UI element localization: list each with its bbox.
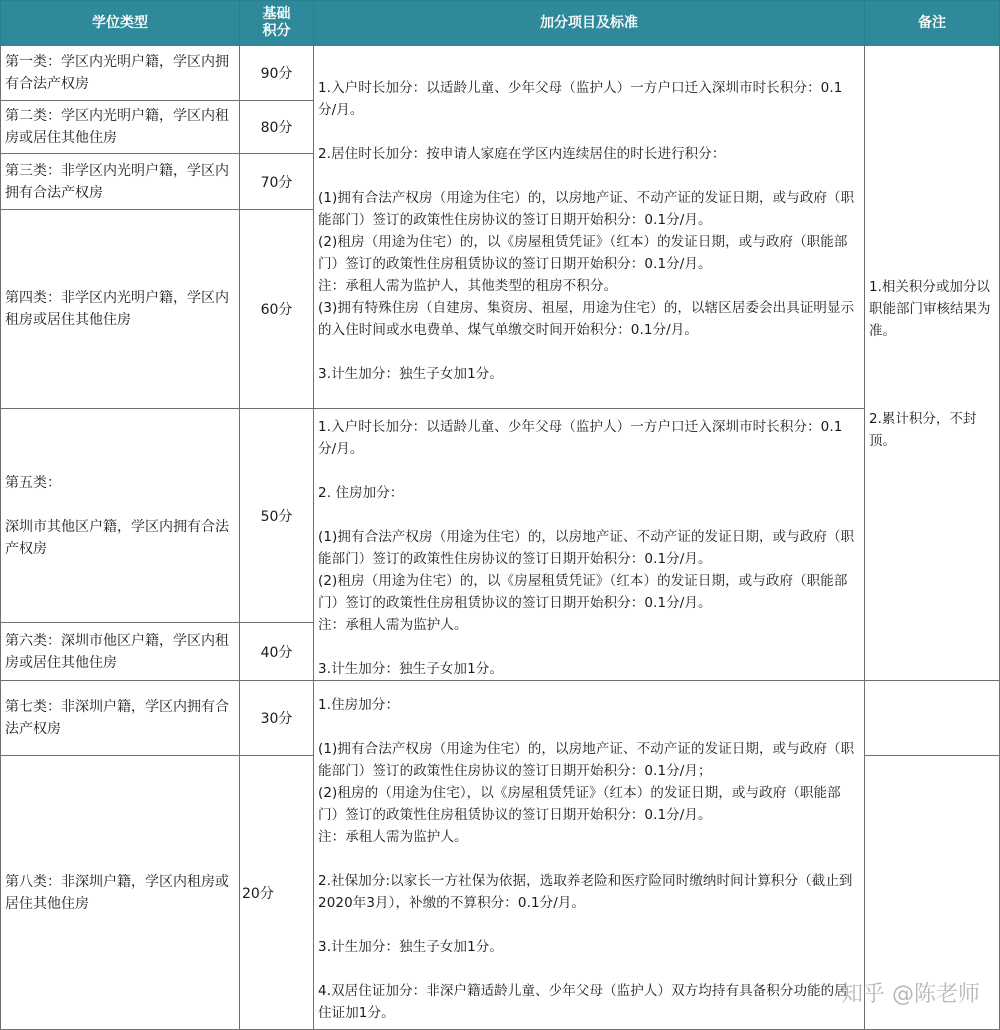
header-score-line2: 积分 — [262, 23, 291, 39]
category-cell-8: 第八类：非深圳户籍，学区内租房或居住其他住房 — [0, 755, 240, 1030]
score-cell-5: 50分 — [239, 408, 314, 623]
header-type: 学位类型 — [0, 0, 240, 46]
score-cell-4: 60分 — [239, 209, 314, 409]
header-note: 备注 — [864, 0, 1000, 46]
bonus-cell-3 — [313, 680, 865, 1030]
score-cell-7: 30分 — [239, 680, 314, 756]
category-cell-1: 第一类：学区内光明户籍，学区内拥有合法产权房 — [0, 45, 240, 101]
bonus-cell-1 — [313, 45, 865, 409]
score-cell-6: 40分 — [239, 622, 314, 681]
header-base-score — [239, 0, 314, 46]
category-cell-3: 第三类：非学区内光明户籍，学区内拥有合法产权房 — [0, 153, 240, 210]
score-cell-1: 90分 — [239, 45, 314, 101]
note-cell-empty-1 — [864, 680, 1000, 756]
score-cell-2: 80分 — [239, 100, 314, 154]
category-cell-6: 第六类：深圳市他区户籍，学区内租房或居住其他住房 — [0, 622, 240, 681]
watermark: 知乎 @陈老师 — [841, 982, 980, 1007]
category-cell-5: 第五类： 深圳市其他区户籍，学区内拥有合法产权房 — [0, 408, 240, 623]
note-text: 1.相关积分或加分以职能部门审核结果为准。 2.累计积分，不封顶。 — [869, 279, 991, 449]
bonus-text-1: 1.入户时长加分：以适龄儿童、少年父母（监护人）一方户口迁入深圳市时长积分：0.1分/月。 2.居住时长加分：按申请人家庭在学区内连续居住的时长进行积分： (1)拥有合法产权房（用途为住宅）的，以房地产证、不动产证的发证日期，或与政府（职能部门）签订的政策性住房协议的签订日期开始积分：0.1分/月。 (2)租房（用途为住宅）的，以《房屋租赁凭证》（红本）的发证日期，或与政府（职能部门）签订的政策性住房租赁协议的签订日期开始积分：0.1分/月。 注：承租人需为监护人，其他类型的租房不积分。 (3)拥有特殊住房（自建房、集资房、祖屋，用途为住宅）的，以辖区居委会出具证明显示的入住时间或水电费单、煤气单缴交时间开始积分：0.1分/月。 3.计生加分：独生子女加1分。 — [318, 80, 855, 382]
header-bonus: 加分项目及标准 — [313, 0, 865, 46]
bonus-text-3: 1.住房加分： (1)拥有合法产权房（用途为住宅）的，以房地产证、不动产证的发证日期，或与政府（职能部门）签订的政策性住房协议的签订日期开始积分：0.1分/月； (2)租房的（用途为住宅），以《房屋租赁凭证》（红本）的发证日期，或与政府（职能部门）签订的政策性住房租赁协议的签订日期开始积分：0.1分/月。 注：承租人需为监护人。 2.社保加分:以家长一方社保为依据，选取养老险和医疗险同时缴纳时间计算积分（截止到2020年3月），补缴的不算积分：0.1分/月。 3.计生加分：独生子女加1分。 4.双居住证加分：非深户籍适龄儿童、少年父母（监护人）双方均持有具备积分功能的居住证加1分。 — [318, 697, 855, 1021]
category-cell-7: 第七类：非深圳户籍，学区内拥有合法产权房 — [0, 680, 240, 756]
category-cell-2: 第二类：学区内光明户籍，学区内租房或居住其他住房 — [0, 100, 240, 154]
note-cell — [864, 45, 1000, 681]
category-cell-4: 第四类：非学区内光明户籍，学区内租房或居住其他住房 — [0, 209, 240, 409]
score-cell-3: 70分 — [239, 153, 314, 210]
header-score-line1: 基础 — [262, 6, 291, 22]
score-cell-8: 20分 — [239, 755, 314, 1030]
bonus-cell-2 — [313, 408, 865, 681]
bonus-text-2: 1.入户时长加分：以适龄儿童、少年父母（监护人）一方户口迁入深圳市时长积分：0.1分/月。 2. 住房加分： (1)拥有合法产权房（用途为住宅）的，以房地产证、不动产证的发证日期，或与政府（职能部门）签订的政策性住房协议的签订日期开始积分：0.1分/月。 (2)租房（用途为住宅）的，以《房屋租赁凭证》（红本）的发证日期，或与政府（职能部门）签订的政策性住房租赁协议的签订日期开始积分：0.1分/月。 注：承租人需为监护人。 3.计生加分：独生子女加1分。 — [318, 419, 855, 677]
